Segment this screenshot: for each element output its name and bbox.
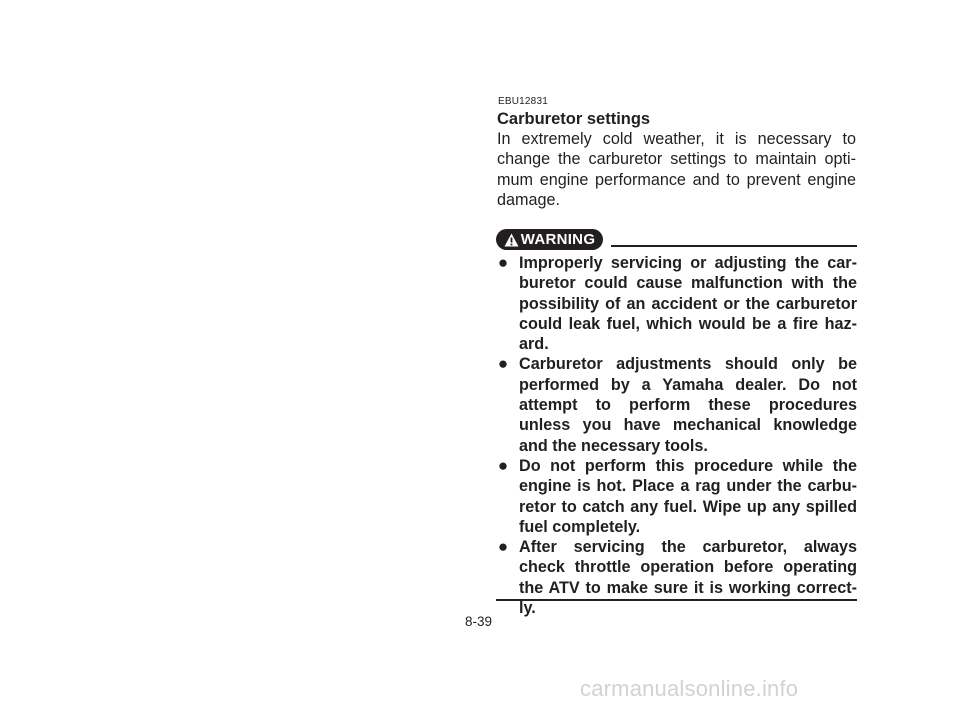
warning-footer-rule bbox=[496, 599, 857, 601]
warning-item-text: Improperly servicing or adjusting the car-buretor could cause malfunction with the possibility of an accident or the carburetor could leak fuel, which would be a fire haz-ard. bbox=[519, 254, 857, 354]
bullet-icon: ● bbox=[497, 455, 509, 475]
warning-triangle-icon bbox=[504, 233, 519, 247]
warning-item-text: Do not perform this procedure while the engine is hot. Place a rag under the carbu-retor to catch any fuel. Wipe up any spilled fuel completely. bbox=[519, 456, 857, 536]
page-number: 8-39 bbox=[465, 614, 493, 629]
bullet-icon: ● bbox=[497, 537, 509, 557]
warning-item-text: Carburetor adjustments should only be performed by a Yamaha dealer. Do not attempt to perform these procedures unless you have mechanical knowledge and the necessary tools. bbox=[519, 355, 857, 455]
warning-item bbox=[497, 456, 857, 537]
warning-header-rule bbox=[611, 245, 857, 247]
warning-list bbox=[497, 253, 857, 618]
warning-item bbox=[497, 354, 857, 455]
warning-item bbox=[497, 537, 857, 618]
warning-item-text: After servicing the carburetor, always check throttle operation before operating the ATV to make sure it is working correct-ly. bbox=[519, 538, 857, 618]
warning-item bbox=[497, 253, 857, 354]
bullet-icon: ● bbox=[497, 253, 509, 272]
watermark-text: carmanualsonline.info bbox=[580, 676, 799, 701]
intro-paragraph: In extremely cold weather, it is necessary to change the carburetor settings to maintain opti-mum engine performance and to prevent engine damage. bbox=[497, 130, 856, 209]
bullet-icon: ● bbox=[497, 354, 509, 374]
section-title: Carburetor settings bbox=[497, 110, 651, 128]
section-code: EBU12831 bbox=[498, 96, 548, 107]
warning-label: WARNING bbox=[520, 231, 596, 248]
warning-badge bbox=[496, 229, 603, 250]
